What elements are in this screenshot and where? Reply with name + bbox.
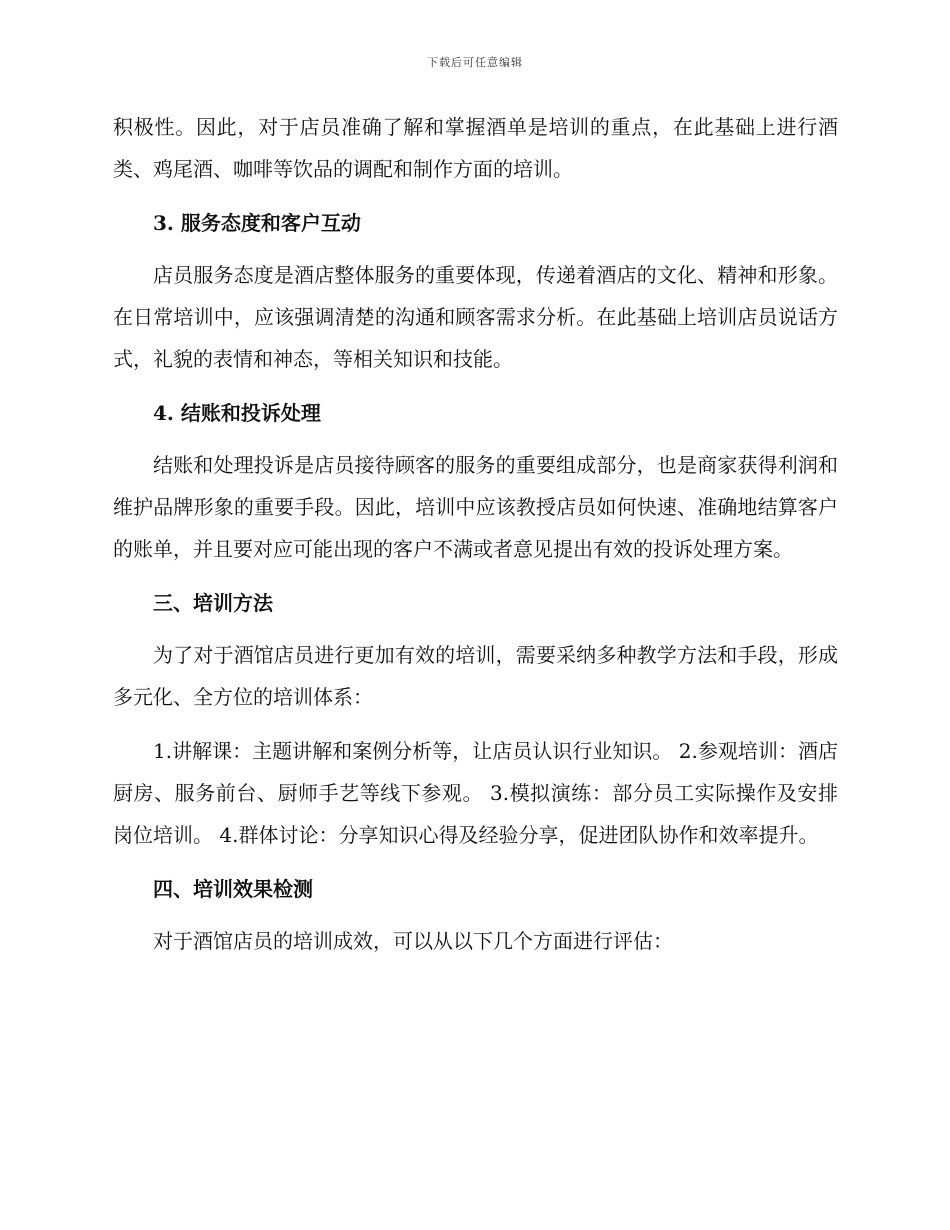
heading-checkout-complaints: 4. 结账和投诉处理 xyxy=(153,401,321,425)
page-header: 下载后可任意编辑 xyxy=(427,56,523,69)
paragraph-training-methods-list: 1.讲解课：主题讲解和案例分析等，让店员认识行业知识。 2.参观培训：酒店厨房、服务前台、厨师手艺等线下参观。 3.模拟演练：部分员工实际操作及安排岗位培训。 4.群体讨论：分享知识心得及经验分享，促进团队协作和效率提升。 xyxy=(113,739,838,847)
heading-training-evaluation: 四、培训效果检测 xyxy=(153,877,313,901)
paragraph-training-methods: 为了对于酒馆店员进行更加有效的培训，需要采纳多种教学方法和手段，形成多元化、全方位的培训体系： xyxy=(113,643,838,709)
paragraph-checkout-complaints: 结账和处理投诉是店员接待顾客的服务的重要组成部分，也是商家获得利润和维护品牌形象的重要手段。因此，培训中应该教授店员如何快速、准确地结算客户的账单，并且要对应可能出现的客户不满或者意见提出有效的投诉处理方案。 xyxy=(113,453,838,561)
paragraph-intro: 积极性。因此，对于店员准确了解和掌握酒单是培训的重点，在此基础上进行酒类、鸡尾酒、咖啡等饮品的调配和制作方面的培训。 xyxy=(113,115,838,181)
heading-training-methods: 三、培训方法 xyxy=(153,591,273,615)
heading-service-attitude: 3. 服务态度和客户互动 xyxy=(153,211,361,235)
paragraph-service-attitude: 店员服务态度是酒店整体服务的重要体现，传递着酒店的文化、精神和形象。在日常培训中，应该强调清楚的沟通和顾客需求分析。在此基础上培训店员说话方式，礼貌的表情和神态，等相关知识和技能。 xyxy=(113,263,838,371)
document-body xyxy=(113,106,838,962)
paragraph-training-evaluation: 对于酒馆店员的培训成效，可以从以下几个方面进行评估： xyxy=(153,929,673,953)
